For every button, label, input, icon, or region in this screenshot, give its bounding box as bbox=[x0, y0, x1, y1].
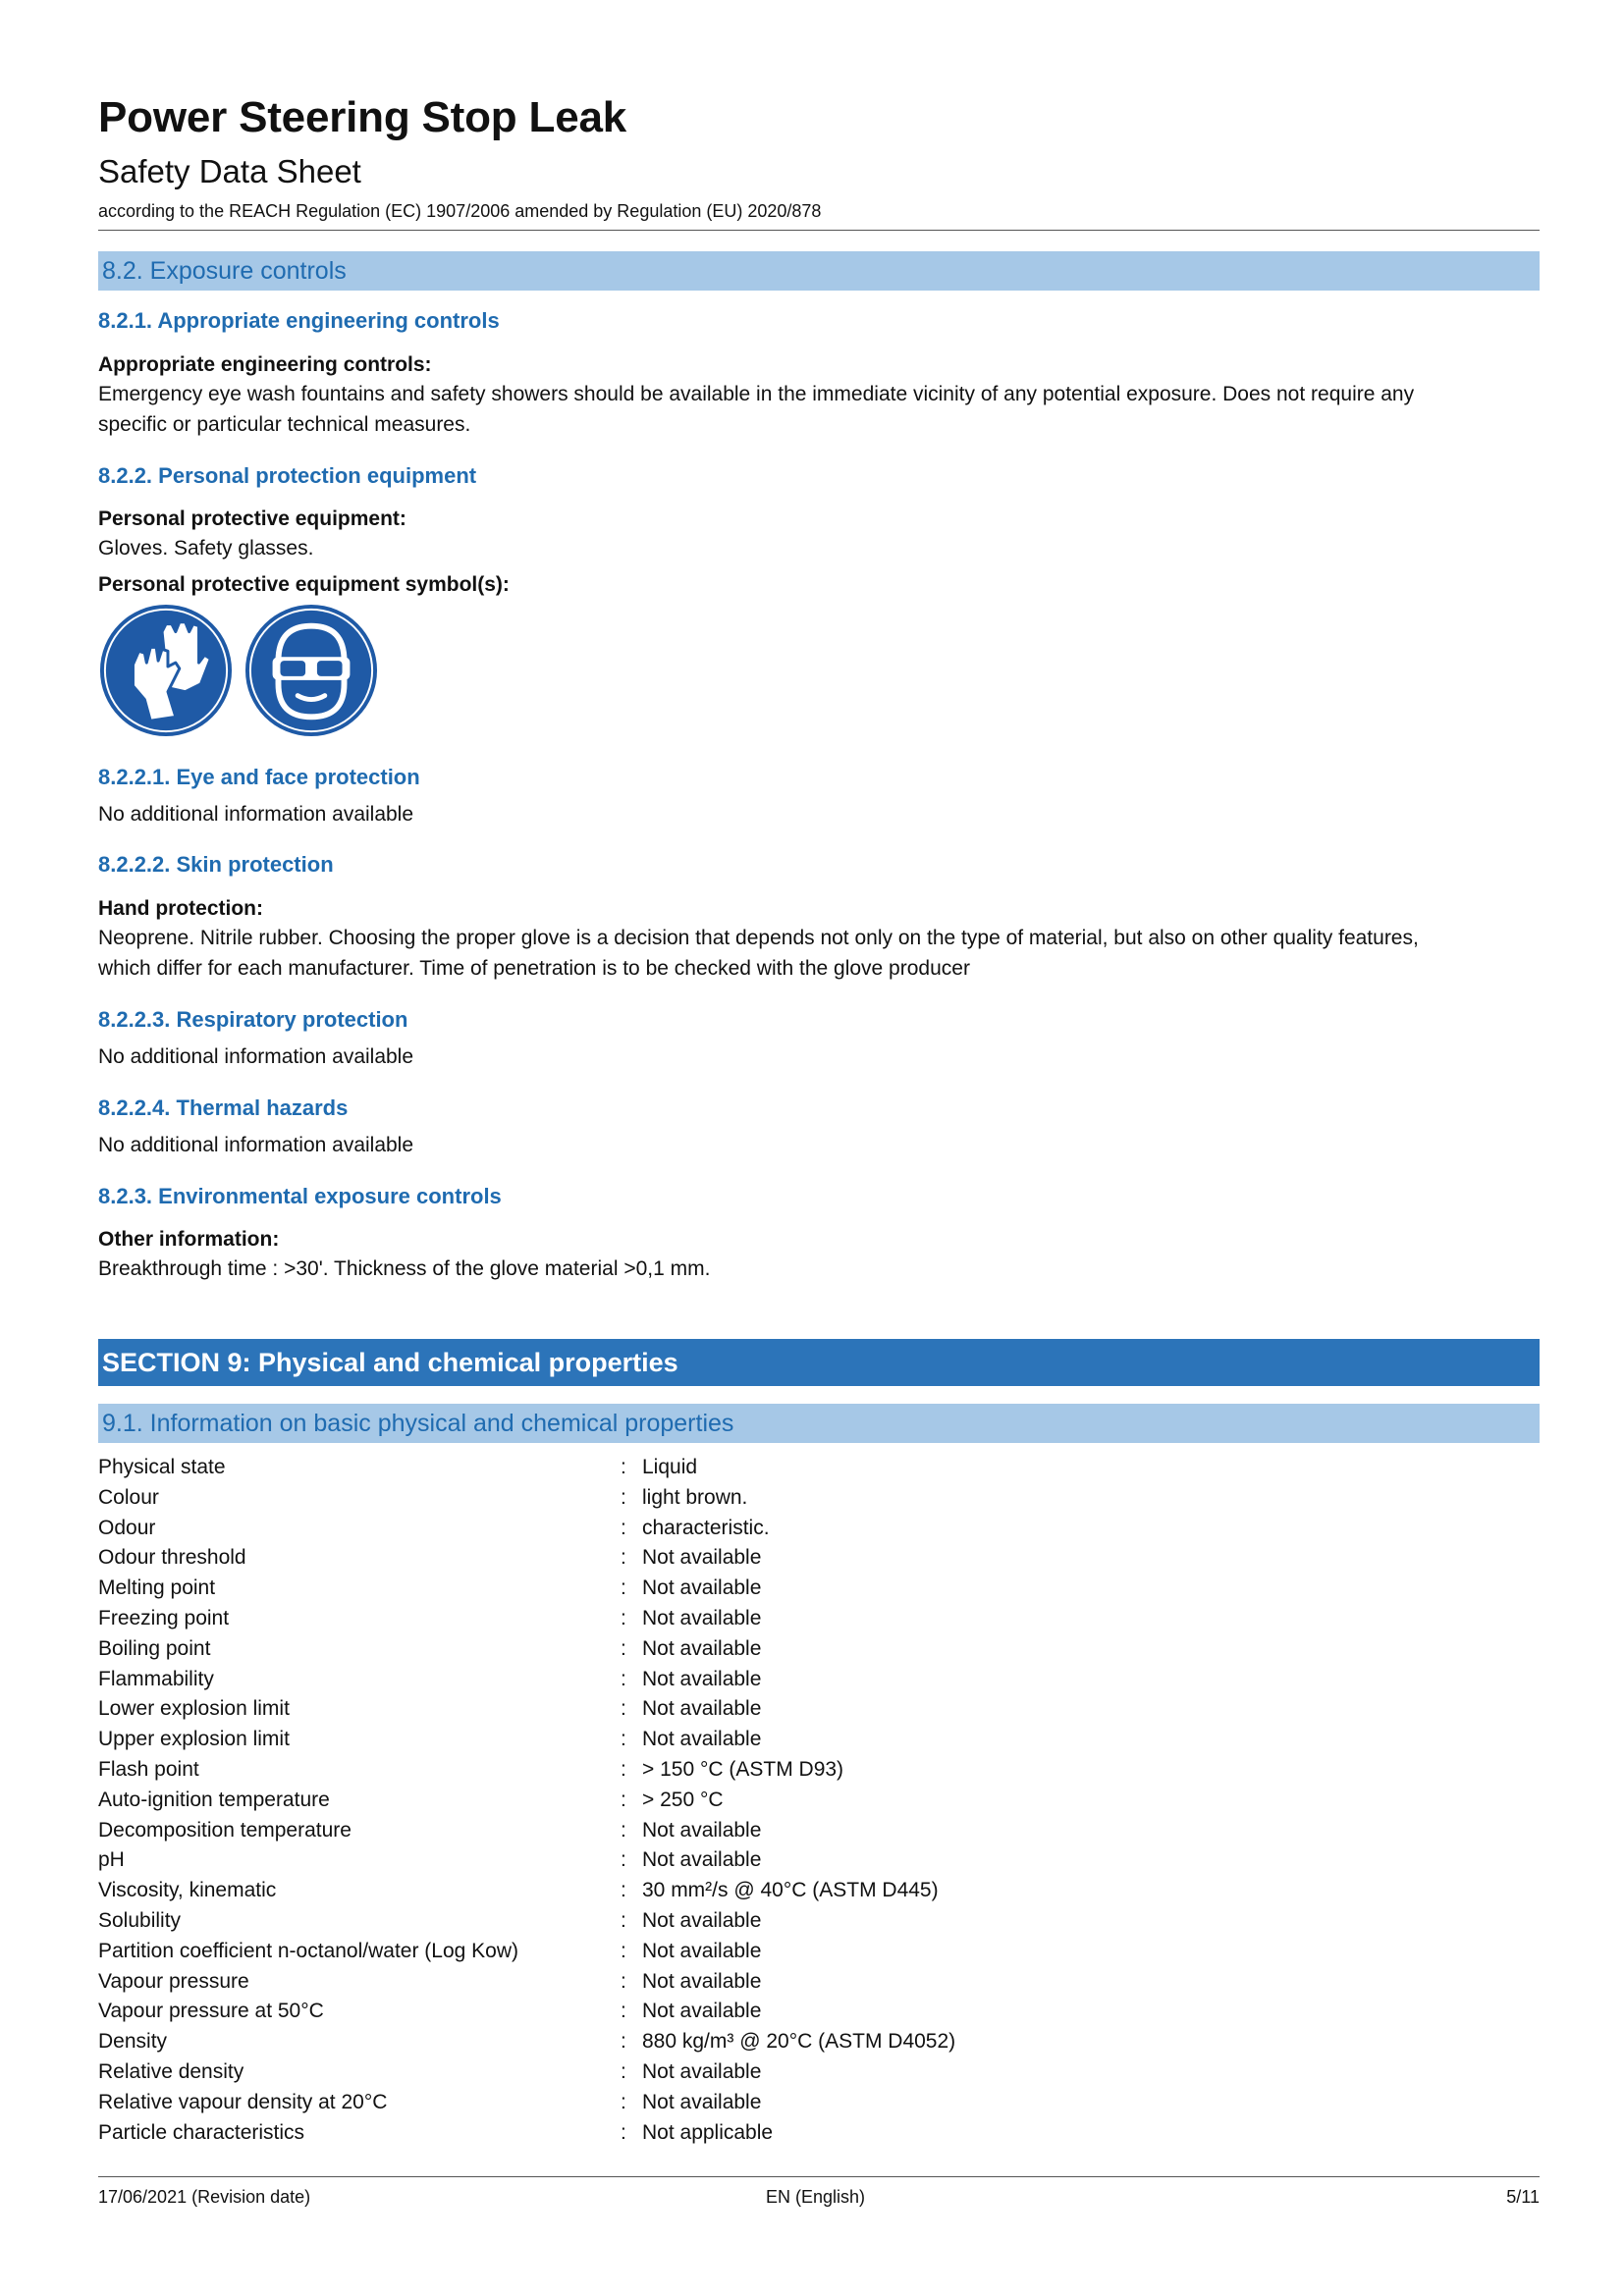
property-row bbox=[98, 1848, 1540, 1879]
property-name: Viscosity, kinematic bbox=[98, 1879, 277, 1902]
property-row bbox=[98, 1789, 1540, 1819]
property-name: Density bbox=[98, 2030, 168, 2054]
property-separator: : bbox=[621, 1576, 626, 1600]
property-name: Auto-ignition temperature bbox=[98, 1788, 330, 1811]
hand-protection-text-line1: Neoprene. Nitrile rubber. Choosing the proper glove is a decision that depends not only on the type of material, but also on other quality features, bbox=[98, 927, 1419, 949]
property-value: 880 kg/m³ @ 20°C (ASTM D4052) bbox=[642, 2030, 956, 2054]
property-value: Not available bbox=[642, 1546, 762, 1570]
property-row bbox=[98, 1668, 1540, 1698]
property-value: Liquid bbox=[642, 1456, 698, 1478]
other-information-label: Other information: bbox=[98, 1228, 280, 1251]
footer-divider bbox=[98, 2176, 1540, 2177]
ppe-label: Personal protective equipment: bbox=[98, 507, 406, 530]
document-subtitle: Safety Data Sheet bbox=[98, 153, 361, 189]
property-row bbox=[98, 1546, 1540, 1576]
property-row bbox=[98, 1637, 1540, 1668]
property-separator: : bbox=[621, 1818, 626, 1842]
property-separator: : bbox=[621, 1908, 626, 1932]
property-value: Not available bbox=[642, 1728, 762, 1751]
property-row bbox=[98, 1970, 1540, 2001]
engineering-controls-text-line1: Emergency eye wash fountains and safety showers should be available in the immediate vicinity of any potential exposure. Does not require any bbox=[98, 383, 1415, 405]
property-name: Flammability bbox=[98, 1667, 214, 1690]
section-8-2-2-4-heading: 8.2.2.4. Thermal hazards bbox=[98, 1095, 349, 1120]
property-name: Vapour pressure bbox=[98, 1969, 249, 1993]
property-row bbox=[98, 1576, 1540, 1607]
property-separator: : bbox=[621, 1456, 626, 1478]
property-row bbox=[98, 1819, 1540, 1849]
property-value: Not available bbox=[642, 1848, 762, 1872]
property-name: Particle characteristics bbox=[98, 2120, 305, 2144]
property-value: > 150 °C (ASTM D93) bbox=[642, 1757, 844, 1781]
property-name: Vapour pressure at 50°C bbox=[98, 2000, 324, 2023]
eye-protection-text: No additional information available bbox=[98, 803, 414, 826]
header-divider bbox=[98, 230, 1540, 231]
property-value: characteristic. bbox=[642, 1516, 770, 1539]
property-row bbox=[98, 1728, 1540, 1758]
property-value: Not available bbox=[642, 1697, 762, 1721]
property-row bbox=[98, 2091, 1540, 2121]
document-page bbox=[98, 0, 1540, 2296]
property-separator: : bbox=[621, 1546, 626, 1570]
property-name: Decomposition temperature bbox=[98, 1818, 352, 1842]
properties-table bbox=[98, 1456, 1540, 2151]
property-value: light brown. bbox=[642, 1485, 748, 1509]
property-value: Not available bbox=[642, 1908, 762, 1932]
section-8-2-2-2-heading: 8.2.2.2. Skin protection bbox=[98, 852, 334, 877]
property-separator: : bbox=[621, 1757, 626, 1781]
property-name: pH bbox=[98, 1848, 125, 1872]
respiratory-protection-text: No additional information available bbox=[98, 1045, 414, 1068]
property-row bbox=[98, 1697, 1540, 1728]
property-separator: : bbox=[621, 1728, 626, 1751]
property-name: Lower explosion limit bbox=[98, 1697, 290, 1721]
document-title: Power Steering Stop Leak bbox=[98, 93, 627, 141]
section-8-2-2-3-heading: 8.2.2.3. Respiratory protection bbox=[98, 1007, 408, 1032]
property-row bbox=[98, 2000, 1540, 2030]
property-row bbox=[98, 1486, 1540, 1517]
section-8-2-2-heading: 8.2.2. Personal protection equipment bbox=[98, 463, 477, 488]
engineering-controls-label: Appropriate engineering controls: bbox=[98, 353, 432, 376]
property-row bbox=[98, 1607, 1540, 1637]
property-row bbox=[98, 1758, 1540, 1789]
property-separator: : bbox=[621, 2120, 626, 2144]
property-value: Not available bbox=[642, 1939, 762, 1962]
property-name: Colour bbox=[98, 1485, 159, 1509]
property-value: Not available bbox=[642, 1969, 762, 1993]
property-separator: : bbox=[621, 1636, 626, 1660]
other-information-text: Breakthrough time : >30'. Thickness of the glove material >0,1 mm. bbox=[98, 1257, 711, 1280]
property-row bbox=[98, 1909, 1540, 1940]
property-separator: : bbox=[621, 1697, 626, 1721]
property-name: Flash point bbox=[98, 1757, 199, 1781]
section-8-2-heading: 8.2. Exposure controls bbox=[98, 251, 1540, 291]
section-8-2-3-heading: 8.2.3. Environmental exposure controls bbox=[98, 1184, 502, 1208]
property-separator: : bbox=[621, 1606, 626, 1629]
safety-glasses-icon bbox=[244, 603, 379, 738]
property-row bbox=[98, 1517, 1540, 1547]
property-value: > 250 °C bbox=[642, 1788, 724, 1811]
property-separator: : bbox=[621, 1788, 626, 1811]
property-separator: : bbox=[621, 1969, 626, 1993]
regulation-note: according to the REACH Regulation (EC) 1907/2006 amended by Regulation (EU) 2020/878 bbox=[98, 201, 822, 221]
ppe-symbols-label: Personal protective equipment symbol(s): bbox=[98, 573, 510, 596]
property-value: Not applicable bbox=[642, 2120, 774, 2144]
property-name: Solubility bbox=[98, 1908, 182, 1932]
property-value: Not available bbox=[642, 1667, 762, 1690]
property-name: Odour bbox=[98, 1516, 156, 1539]
property-value: Not available bbox=[642, 2090, 762, 2113]
property-separator: : bbox=[621, 1516, 626, 1539]
thermal-hazards-text: No additional information available bbox=[98, 1134, 414, 1156]
hand-protection-label: Hand protection: bbox=[98, 897, 263, 920]
property-value: Not available bbox=[642, 1576, 762, 1600]
property-name: Odour threshold bbox=[98, 1546, 246, 1570]
property-name: Freezing point bbox=[98, 1606, 230, 1629]
section-8-2-2-1-heading: 8.2.2.1. Eye and face protection bbox=[98, 765, 420, 789]
property-row bbox=[98, 2030, 1540, 2060]
revision-date: 17/06/2021 (Revision date) bbox=[98, 2187, 311, 2207]
property-separator: : bbox=[621, 2000, 626, 2023]
property-name: Upper explosion limit bbox=[98, 1728, 290, 1751]
property-row bbox=[98, 2121, 1540, 2152]
property-name: Partition coefficient n-octanol/water (Log Kow) bbox=[98, 1939, 518, 1962]
section-9-heading: SECTION 9: Physical and chemical properties bbox=[98, 1339, 1540, 1386]
property-row bbox=[98, 1879, 1540, 1909]
property-name: Relative density bbox=[98, 2059, 244, 2083]
property-separator: : bbox=[621, 2090, 626, 2113]
property-value: Not available bbox=[642, 1636, 762, 1660]
property-name: Melting point bbox=[98, 1576, 216, 1600]
property-name: Relative vapour density at 20°C bbox=[98, 2090, 388, 2113]
property-row bbox=[98, 1456, 1540, 1486]
property-name: Boiling point bbox=[98, 1636, 211, 1660]
property-name: Physical state bbox=[98, 1456, 226, 1478]
section-9-1-heading: 9.1. Information on basic physical and chemical properties bbox=[98, 1404, 1540, 1443]
property-row bbox=[98, 2060, 1540, 2091]
property-separator: : bbox=[621, 1879, 626, 1902]
engineering-controls-text-line2: specific or particular technical measures. bbox=[98, 413, 471, 436]
property-value: Not available bbox=[642, 2000, 762, 2023]
language: EN (English) bbox=[766, 2187, 866, 2207]
ppe-text: Gloves. Safety glasses. bbox=[98, 537, 314, 560]
property-separator: : bbox=[621, 1939, 626, 1962]
property-value: Not available bbox=[642, 2059, 762, 2083]
property-separator: : bbox=[621, 1848, 626, 1872]
property-value: 30 mm²/s @ 40°C (ASTM D445) bbox=[642, 1879, 939, 1902]
property-separator: : bbox=[621, 1485, 626, 1509]
property-separator: : bbox=[621, 1667, 626, 1690]
ppe-pictograms bbox=[98, 603, 379, 738]
property-value: Not available bbox=[642, 1606, 762, 1629]
property-separator: : bbox=[621, 2059, 626, 2083]
property-value: Not available bbox=[642, 1818, 762, 1842]
hand-protection-text-line2: which differ for each manufacturer. Time of penetration is to be checked with the glove producer bbox=[98, 957, 970, 980]
section-8-2-1-heading: 8.2.1. Appropriate engineering controls bbox=[98, 308, 500, 333]
gloves-icon bbox=[98, 603, 234, 738]
page-number: 5/11 bbox=[1506, 2187, 1540, 2207]
property-row bbox=[98, 1940, 1540, 1970]
property-separator: : bbox=[621, 2030, 626, 2054]
